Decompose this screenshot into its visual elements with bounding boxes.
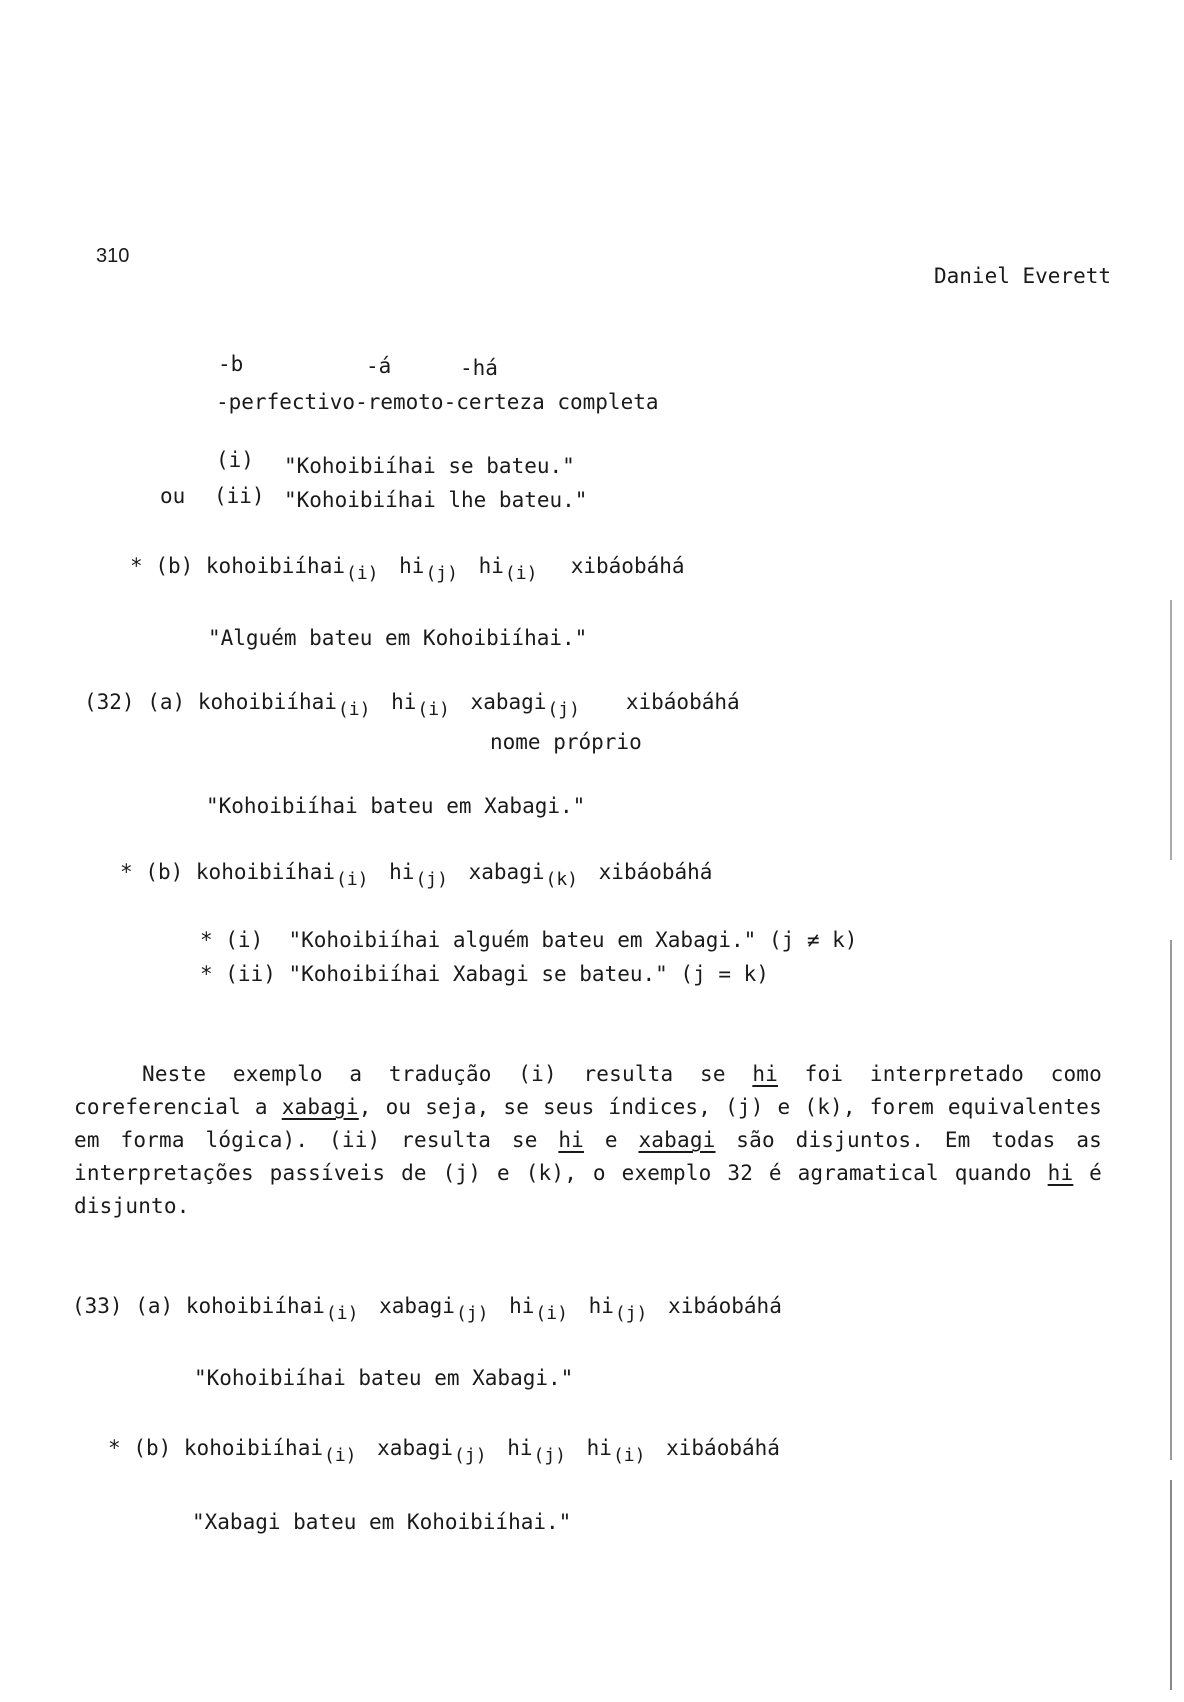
word: hi [588, 1294, 614, 1318]
index: (j) [547, 699, 580, 720]
word: hi [478, 554, 504, 578]
morpheme-ha: -há [460, 356, 498, 380]
index: (j) [425, 563, 458, 584]
ex32b-line [120, 862, 712, 889]
word: hi [399, 554, 425, 578]
underlined-hi: hi [752, 1062, 779, 1086]
underlined-hi: hi [1047, 1161, 1074, 1185]
word: xibáobáhá [668, 1294, 782, 1318]
ungrammatical-star: * [130, 554, 143, 578]
example-number: (33) [72, 1294, 123, 1318]
index: (i) [612, 1445, 646, 1466]
underlined-xabagi: xabagi [281, 1095, 359, 1119]
ex31a-tr-i-label: (i) [216, 448, 254, 472]
word: hi [507, 1436, 533, 1460]
ex31a-ou: ou [160, 484, 186, 508]
index: (i) [325, 1303, 359, 1324]
example-label: (b) [155, 554, 194, 578]
paragraph-text: , ou seja, se seus índices, (j) e (k), forem equivalentes em forma lógica). (ii) resulta se [74, 1095, 1102, 1152]
word: kohoibiíhai [197, 690, 337, 714]
paragraph-text: é disjunto. [74, 1161, 1103, 1218]
ex33b-line [108, 1438, 780, 1465]
scan-edge-line [1170, 940, 1172, 1460]
page-number: 310 [96, 245, 130, 267]
word: xibáobáhá [570, 554, 685, 578]
ex32b-reading-ii: * (ii) "Kohoibiíhai Xabagi se bateu." (j = k) [200, 962, 769, 986]
ex33a-line [72, 1296, 782, 1323]
ex31a-tr-ii: "Kohoibiíhai lhe bateu." [284, 488, 588, 512]
ungrammatical-star: * [120, 860, 133, 884]
ex32b-reading-i: * (i) "Kohoibiíhai alguém bateu em Xabagi." (j ≠ k) [200, 928, 858, 952]
example-label: (b) [145, 860, 184, 884]
index: (k) [545, 869, 578, 890]
word: kohoibiíhai [183, 1436, 323, 1460]
ex31b-translation: "Alguém bateu em Kohoibiíhai." [208, 626, 588, 650]
index: (i) [337, 699, 371, 720]
word: hi [509, 1294, 535, 1318]
morpheme-b: -b [218, 352, 244, 376]
paragraph-text: foi interpretado como coreferencial a [74, 1062, 1102, 1119]
ex33a-translation: "Kohoibiíhai bateu em Xabagi." [194, 1366, 574, 1390]
word: xabagi [470, 690, 547, 714]
underlined-hi: hi [558, 1128, 585, 1152]
word: kohoibiíhai [185, 1294, 325, 1318]
ungrammatical-star: * [108, 1436, 121, 1460]
ex32a-note: nome próprio [490, 730, 642, 754]
word: xabagi [377, 1436, 454, 1460]
scan-edge-line [1170, 600, 1172, 860]
index: (i) [335, 869, 369, 890]
index: (i) [417, 699, 450, 720]
word: kohoibiíhai [205, 554, 345, 578]
ex31a-tr-ii-label: (ii) [214, 484, 265, 508]
index: (j) [533, 1445, 566, 1466]
index: (j) [455, 1303, 489, 1324]
paragraph-text: e [584, 1128, 639, 1152]
word: xibáobáhá [625, 690, 740, 714]
index: (j) [454, 1445, 487, 1466]
index: (i) [345, 563, 379, 584]
index: (j) [415, 869, 448, 890]
index: (i) [504, 563, 538, 584]
morpheme-a: -á [366, 354, 392, 378]
running-head-author: Daniel Everett [934, 264, 1112, 288]
ex31a-tr-i: "Kohoibiíhai se bateu." [284, 454, 575, 478]
explanatory-paragraph [74, 1058, 1102, 1223]
word: hi [389, 860, 415, 884]
word: hi [391, 690, 417, 714]
ex32a-line [84, 692, 740, 719]
ex32a-translation: "Kohoibiíhai bateu em Xabagi." [206, 794, 586, 818]
index: (i) [535, 1303, 568, 1324]
word: xibáobáhá [666, 1436, 780, 1460]
scan-edge-line [1170, 1480, 1172, 1690]
index: (i) [323, 1445, 357, 1466]
word: xabagi [468, 860, 545, 884]
example-label: (b) [133, 1436, 172, 1460]
word: hi [586, 1436, 612, 1460]
word: xabagi [379, 1294, 455, 1318]
example-number: (32) [84, 690, 135, 714]
word: xibáobáhá [598, 860, 713, 884]
underlined-xabagi: xabagi [638, 1128, 716, 1152]
paragraph-text: Neste exemplo a tradução (i) resulta se [142, 1062, 753, 1086]
gloss-line: -perfectivo-remoto-certeza completa [216, 390, 659, 414]
index: (j) [614, 1303, 648, 1324]
example-label: (a) [147, 690, 186, 714]
paragraph-text: são disjuntos. Em todas as interpretações passíveis de (j) e (k), o exemplo 32 é agramatical quando [74, 1128, 1103, 1185]
ex31b-line [130, 556, 685, 583]
word: kohoibiíhai [195, 860, 335, 884]
ex33b-translation: "Xabagi bateu em Kohoibiíhai." [192, 1510, 572, 1534]
example-label: (a) [135, 1294, 174, 1318]
